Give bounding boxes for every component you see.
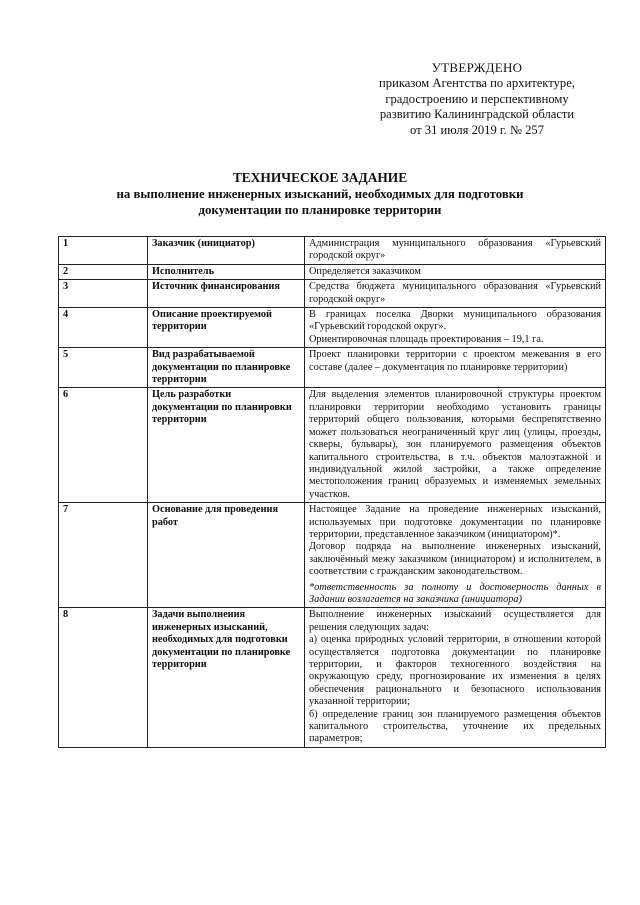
row-label: Заказчик (инициатор) xyxy=(148,237,305,265)
approval-date: от 31 июля 2019 г. № 257 xyxy=(409,123,545,138)
row-description xyxy=(305,280,606,308)
row-label: Исполнитель xyxy=(148,264,305,279)
description-paragraph: Определяется заказчиком xyxy=(309,265,421,277)
row-description xyxy=(305,348,606,388)
description-paragraph: Администрация муниципального образования «Гурьевский городской округ» xyxy=(309,238,601,262)
title-subtitle: документации по планировке территории xyxy=(198,203,442,217)
row-number: 2 xyxy=(59,264,148,279)
row-label: Вид разрабатываемой документации по планировке территории xyxy=(148,348,305,388)
description-paragraph: а) оценка природных условий территории, в отношении которой осуществляется подготовка документации по планировке территории, и факторов техногенного воздействия на окружающую среду, прогнозирование их изменения в целях обеспечения рационального и безопасного использования указанной территории; xyxy=(309,634,601,708)
row-number: 8 xyxy=(59,608,148,747)
row-description xyxy=(305,264,606,279)
approval-line: приказом Агентства по архитектуре, xyxy=(379,75,575,90)
footnote: *ответственность за полноту и достоверность данных в Задании возлагается на заказчика (инициатора) xyxy=(309,581,601,605)
row-label: Задачи выполнения инженерных изысканий, необходимых для подготовки документации по планировке территории xyxy=(148,608,305,747)
approval-line: градостроению и перспективному xyxy=(385,91,569,106)
description-paragraph: В границах поселка Дворки муниципального образования «Гурьевский городской округ». xyxy=(309,309,601,333)
table-row xyxy=(59,237,606,265)
table-row xyxy=(59,348,606,388)
description-paragraph: б) определение границ зон планируемого размещения объектов капитального строительства, уточнение их предельных параметров; xyxy=(309,708,601,745)
row-number: 3 xyxy=(59,280,148,308)
row-label: Основание для проведения работ xyxy=(148,503,305,608)
table-row xyxy=(59,503,606,608)
description-paragraph: Средства бюджета муниципального образования «Гурьевский городской округ» xyxy=(309,281,601,305)
row-number: 1 xyxy=(59,237,148,265)
spec-table xyxy=(58,236,606,748)
table-row xyxy=(59,308,606,348)
row-description xyxy=(305,237,606,265)
description-paragraph: Выполнение инженерных изысканий осуществляется для решения следующих задач: xyxy=(309,609,601,633)
row-description xyxy=(305,308,606,348)
description-paragraph: Договор подряда на выполнение инженерных изысканий, заключённый межу заказчиком (инициатором) и исполнителем, в соответствии с гражданским законодательством. xyxy=(309,541,601,578)
row-description xyxy=(305,388,606,503)
description-paragraph: Ориентировочная площадь проектирования – 19,1 га. xyxy=(309,333,544,345)
title-subtitle: на выполнение инженерных изысканий, необходимых для подготовки xyxy=(116,187,524,201)
approval-line: развитию Калининградской области xyxy=(379,107,575,122)
table-row xyxy=(59,388,606,503)
row-label: Цель разработки документации по планировки территории xyxy=(148,388,305,503)
row-number: 5 xyxy=(59,348,148,388)
row-number: 7 xyxy=(59,503,148,608)
description-paragraph: Проект планировки территории с проектом межевания в его составе (далее – документация по планировке территории) xyxy=(309,349,601,373)
table-row xyxy=(59,608,606,747)
row-description xyxy=(305,503,606,608)
row-label: Источник финансирования xyxy=(148,280,305,308)
title-main: ТЕХНИЧЕСКОЕ ЗАДАНИЕ xyxy=(232,170,408,185)
table-row xyxy=(59,280,606,308)
document-title xyxy=(40,170,600,218)
description-paragraph: Настоящее Задание на проведение инженерных изысканий, используемых при подготовке документации по планировке территории, представленное заказчиком (инициатором)*. xyxy=(309,504,601,540)
approval-stamp xyxy=(352,60,602,139)
description-paragraph: Для выделения элементов планировочной структуры проектом планировки территории необходимо установить границы территорий общего пользования, которыми беспрепятственно может пользоваться неограниченный круг лиц (улицы, проезды, скверы, бульвары), зон планируемого размещения объектов капитального строительства, в т.ч. объектов малоэтажной и индивидуальной жилой застройки, а также определение местоположения границ образуемых и изменяемых земельных участков. xyxy=(309,389,601,500)
table-row xyxy=(59,264,606,279)
approval-heading: УТВЕРЖДЕНО xyxy=(431,60,523,75)
row-description xyxy=(305,608,606,747)
row-number: 6 xyxy=(59,388,148,503)
row-label: Описание проектируемой территории xyxy=(148,308,305,348)
row-number: 4 xyxy=(59,308,148,348)
